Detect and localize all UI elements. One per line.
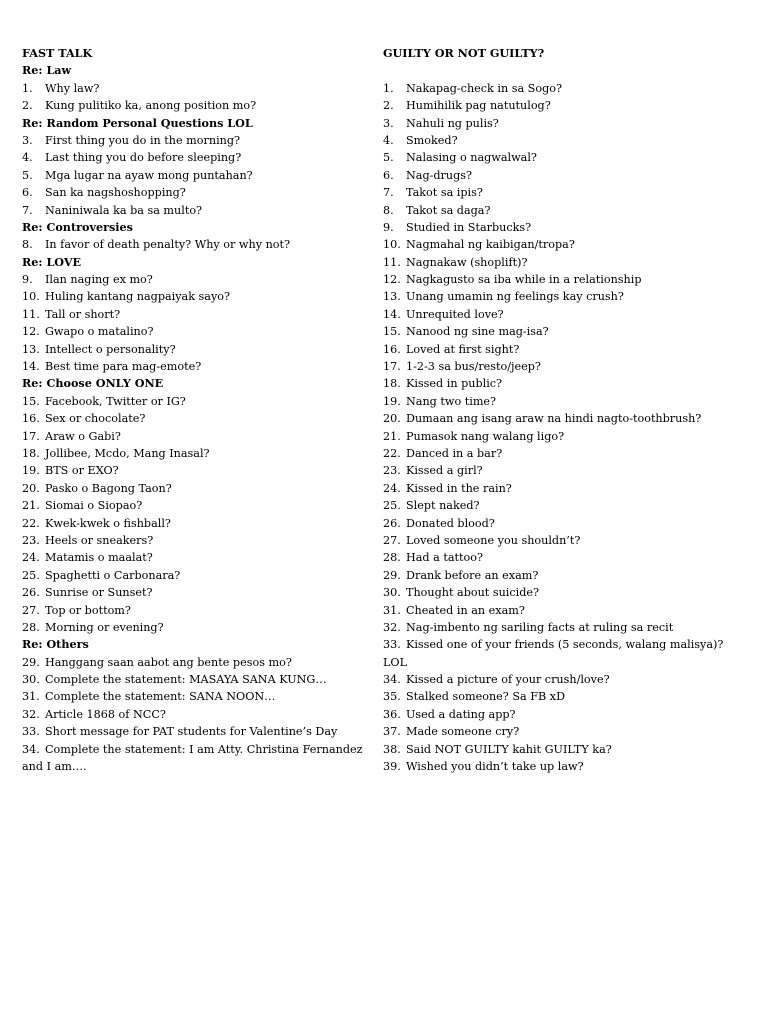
item-number: 10. bbox=[383, 238, 401, 252]
item-number: 12. bbox=[22, 325, 40, 339]
list-item bbox=[22, 584, 362, 601]
list-item bbox=[383, 132, 743, 149]
item-text: Nakapag-check in sa Sogo? bbox=[406, 81, 562, 95]
item-number: 32. bbox=[22, 707, 40, 721]
item-text: Best time para mag-emote? bbox=[45, 360, 202, 374]
item-number: 28. bbox=[383, 551, 401, 565]
item-number: 16. bbox=[383, 342, 401, 356]
item-number: 18. bbox=[383, 377, 401, 391]
item-text: Gwapo o matalino? bbox=[45, 325, 154, 339]
item-number: 9. bbox=[383, 220, 394, 234]
item-number: 20. bbox=[22, 481, 40, 495]
item-number: 11. bbox=[383, 255, 401, 269]
item-number: 27. bbox=[22, 603, 40, 617]
item-text: Unang umamin ng feelings kay crush? bbox=[406, 290, 624, 304]
list-item bbox=[383, 602, 743, 619]
item-text: Huling kantang nagpaiyak sayo? bbox=[45, 290, 231, 304]
list-item bbox=[383, 97, 743, 114]
item-number: 16. bbox=[22, 412, 40, 426]
item-text: Why law? bbox=[45, 81, 100, 95]
item-number: 34. bbox=[22, 742, 40, 756]
item-number: 7. bbox=[22, 203, 33, 217]
item-text: Had a tattoo? bbox=[406, 551, 483, 565]
item-text: Article 1868 of NCC? bbox=[45, 707, 166, 721]
item-number: 29. bbox=[383, 568, 401, 582]
item-text: Thought about suicide? bbox=[406, 586, 539, 600]
list-item bbox=[383, 584, 743, 601]
list-item bbox=[22, 706, 362, 723]
item-number: 4. bbox=[383, 133, 394, 147]
item-number: 30. bbox=[22, 673, 40, 687]
list-item bbox=[383, 497, 743, 514]
item-number: 36. bbox=[383, 707, 401, 721]
guilty-column bbox=[383, 45, 743, 775]
item-text: Last thing you do before sleeping? bbox=[45, 151, 242, 165]
item-text: Made someone cry? bbox=[406, 725, 520, 739]
item-text: Donated blood? bbox=[406, 516, 495, 530]
list-item bbox=[383, 532, 743, 549]
item-text: Kung pulitiko ka, anong position mo? bbox=[45, 99, 257, 113]
item-text: Nahuli ng pulis? bbox=[406, 116, 499, 130]
item-continuation: LOL bbox=[383, 655, 408, 669]
item-number: 5. bbox=[383, 151, 394, 165]
item-text: Cheated in an exam? bbox=[406, 603, 525, 617]
item-text: Wished you didn’t take up law? bbox=[406, 760, 584, 774]
list-item bbox=[22, 462, 362, 479]
item-text: Kissed a picture of your crush/love? bbox=[406, 673, 610, 687]
item-number: 19. bbox=[22, 464, 40, 478]
item-text: Smoked? bbox=[406, 133, 458, 147]
item-number: 22. bbox=[383, 446, 401, 460]
item-number: 31. bbox=[22, 690, 40, 704]
section-heading: Re: Law bbox=[22, 63, 72, 78]
section-heading: Re: Random Personal Questions LOL bbox=[22, 115, 253, 130]
item-continuation: and I am…. bbox=[22, 760, 87, 774]
list-item bbox=[383, 306, 743, 323]
item-number: 22. bbox=[22, 516, 40, 530]
item-text: Loved someone you shouldn’t? bbox=[406, 533, 581, 547]
item-text: Pumasok nang walang ligo? bbox=[406, 429, 565, 443]
item-number: 23. bbox=[383, 464, 401, 478]
item-text: Jollibee, Mcdo, Mang Inasal? bbox=[45, 446, 210, 460]
item-number: 15. bbox=[22, 394, 40, 408]
section-heading: Re: Others bbox=[22, 637, 89, 652]
list-item bbox=[383, 358, 743, 375]
list-item bbox=[383, 515, 743, 532]
list-item bbox=[22, 515, 362, 532]
item-number: 23. bbox=[22, 533, 40, 547]
item-number: 17. bbox=[22, 429, 40, 443]
item-text: First thing you do in the morning? bbox=[45, 133, 241, 147]
item-number: 37. bbox=[383, 725, 401, 739]
item-text: Nag-drugs? bbox=[406, 168, 473, 182]
list-item bbox=[22, 428, 362, 445]
item-number: 24. bbox=[383, 481, 401, 495]
list-item bbox=[383, 410, 743, 427]
list-item bbox=[383, 741, 743, 758]
list-item bbox=[383, 462, 743, 479]
list-item bbox=[383, 723, 743, 740]
item-number: 27. bbox=[383, 533, 401, 547]
list-item bbox=[22, 167, 362, 184]
item-text: Takot sa daga? bbox=[406, 203, 491, 217]
item-text: Top or bottom? bbox=[45, 603, 131, 617]
item-text: BTS or EXO? bbox=[45, 464, 119, 478]
list-item bbox=[22, 341, 362, 358]
list-item bbox=[383, 619, 743, 636]
item-number: 39. bbox=[383, 760, 401, 774]
item-number: 6. bbox=[383, 168, 394, 182]
list-item bbox=[383, 323, 743, 340]
list-item bbox=[383, 288, 743, 305]
item-text: Kissed in the rain? bbox=[406, 481, 512, 495]
list-item bbox=[22, 97, 362, 114]
item-text: Heels or sneakers? bbox=[45, 533, 154, 547]
item-number: 1. bbox=[383, 81, 394, 95]
list-item bbox=[22, 723, 362, 740]
list-item bbox=[383, 758, 743, 775]
list-item bbox=[383, 236, 743, 253]
list-item bbox=[22, 671, 362, 688]
item-text: Morning or evening? bbox=[45, 620, 164, 634]
item-number: 17. bbox=[383, 360, 401, 374]
item-text: Tall or short? bbox=[45, 307, 121, 321]
list-item bbox=[22, 132, 362, 149]
list-item bbox=[22, 741, 362, 758]
list-item bbox=[383, 428, 743, 445]
list-item bbox=[383, 184, 743, 201]
item-text: Nalasing o nagwalwal? bbox=[406, 151, 537, 165]
item-number: 38. bbox=[383, 742, 401, 756]
item-text: Kwek-kwek o fishball? bbox=[45, 516, 171, 530]
item-number: 29. bbox=[22, 655, 40, 669]
item-number: 6. bbox=[22, 186, 33, 200]
list-item bbox=[22, 149, 362, 166]
item-text: Nagmahal ng kaibigan/tropa? bbox=[406, 238, 575, 252]
list-item bbox=[383, 167, 743, 184]
list-item bbox=[22, 80, 362, 97]
item-text: Mga lugar na ayaw mong puntahan? bbox=[45, 168, 253, 182]
item-number: 5. bbox=[22, 168, 33, 182]
fast-talk-title: FAST TALK bbox=[22, 46, 93, 60]
item-number: 25. bbox=[383, 499, 401, 513]
item-text: Hanggang saan aabot ang bente pesos mo? bbox=[45, 655, 292, 669]
list-item bbox=[383, 149, 743, 166]
list-item bbox=[22, 549, 362, 566]
item-number: 4. bbox=[22, 151, 33, 165]
item-number: 8. bbox=[383, 203, 394, 217]
item-number: 14. bbox=[22, 360, 40, 374]
list-item bbox=[22, 323, 362, 340]
list-item bbox=[383, 80, 743, 97]
item-text: Complete the statement: SANA NOON… bbox=[45, 690, 276, 704]
item-number: 19. bbox=[383, 394, 401, 408]
item-number: 13. bbox=[22, 342, 40, 356]
item-text: Loved at first sight? bbox=[406, 342, 520, 356]
item-text: 1-2-3 sa bus/resto/jeep? bbox=[406, 360, 541, 374]
item-number: 26. bbox=[383, 516, 401, 530]
item-text: Nag-imbento ng sariling facts at ruling sa recit bbox=[406, 620, 674, 634]
item-number: 3. bbox=[22, 133, 33, 147]
list-item bbox=[383, 375, 743, 392]
item-text: Kissed in public? bbox=[406, 377, 503, 391]
item-number: 32. bbox=[383, 620, 401, 634]
item-number: 8. bbox=[22, 238, 33, 252]
list-item bbox=[22, 271, 362, 288]
list-item bbox=[22, 306, 362, 323]
list-item bbox=[22, 358, 362, 375]
item-text: Said NOT GUILTY kahit GUILTY ka? bbox=[406, 742, 612, 756]
list-item bbox=[383, 271, 743, 288]
spacer-line bbox=[383, 62, 743, 79]
list-item bbox=[22, 288, 362, 305]
fast-talk-list bbox=[22, 62, 362, 775]
item-number: 7. bbox=[383, 186, 394, 200]
list-item bbox=[383, 567, 743, 584]
item-number: 21. bbox=[22, 499, 40, 513]
item-number: 12. bbox=[383, 273, 401, 287]
item-text: Kissed one of your friends (5 seconds, walang malisya)? bbox=[406, 638, 724, 652]
item-number: 1. bbox=[22, 81, 33, 95]
item-text: Dumaan ang isang araw na hindi nagto-toothbrush? bbox=[406, 412, 702, 426]
item-text: Intellect o personality? bbox=[45, 342, 176, 356]
list-item bbox=[22, 410, 362, 427]
list-item bbox=[383, 341, 743, 358]
item-number: 28. bbox=[22, 620, 40, 634]
item-text: Used a dating app? bbox=[406, 707, 516, 721]
list-item bbox=[22, 619, 362, 636]
item-text: San ka nagshoshopping? bbox=[45, 186, 186, 200]
item-number: 30. bbox=[383, 586, 401, 600]
item-number: 10. bbox=[22, 290, 40, 304]
item-text: Humihilik pag natutulog? bbox=[406, 99, 551, 113]
item-number: 33. bbox=[383, 638, 401, 652]
item-number: 3. bbox=[383, 116, 394, 130]
list-item bbox=[383, 480, 743, 497]
item-text: Sunrise or Sunset? bbox=[45, 586, 153, 600]
guilty-list bbox=[383, 80, 743, 776]
list-item bbox=[22, 688, 362, 705]
item-text: Pasko o Bagong Taon? bbox=[45, 481, 172, 495]
item-number: 11. bbox=[22, 307, 40, 321]
list-item bbox=[22, 236, 362, 253]
item-number: 21. bbox=[383, 429, 401, 443]
item-text: Nang two time? bbox=[406, 394, 497, 408]
item-number: 35. bbox=[383, 690, 401, 704]
item-text: Araw o Gabi? bbox=[45, 429, 121, 443]
list-item bbox=[22, 532, 362, 549]
item-number: 25. bbox=[22, 568, 40, 582]
item-text: Complete the statement: I am Atty. Christina Fernandez bbox=[45, 742, 363, 756]
item-text: Ilan naging ex mo? bbox=[45, 273, 153, 287]
item-text: Siomai o Siopao? bbox=[45, 499, 143, 513]
item-text: Matamis o maalat? bbox=[45, 551, 153, 565]
list-item bbox=[383, 671, 743, 688]
list-item bbox=[383, 688, 743, 705]
item-text: Facebook, Twitter or IG? bbox=[45, 394, 186, 408]
item-text: Nagnakaw (shoplift)? bbox=[406, 255, 528, 269]
list-item bbox=[383, 636, 743, 653]
item-text: In favor of death penalty? Why or why not? bbox=[45, 238, 291, 252]
section-heading: Re: Choose ONLY ONE bbox=[22, 376, 164, 391]
list-item bbox=[383, 393, 743, 410]
item-number: 14. bbox=[383, 307, 401, 321]
list-item bbox=[22, 393, 362, 410]
item-number: 31. bbox=[383, 603, 401, 617]
item-text: Short message for PAT students for Valentine’s Day bbox=[45, 725, 338, 739]
list-item bbox=[22, 202, 362, 219]
item-number: 20. bbox=[383, 412, 401, 426]
item-number: 9. bbox=[22, 273, 33, 287]
guilty-title: GUILTY OR NOT GUILTY? bbox=[383, 46, 545, 60]
list-item bbox=[22, 602, 362, 619]
list-item bbox=[383, 706, 743, 723]
list-item bbox=[22, 567, 362, 584]
item-number: 18. bbox=[22, 446, 40, 460]
item-number: 34. bbox=[383, 673, 401, 687]
item-text: Studied in Starbucks? bbox=[406, 220, 532, 234]
item-text: Spaghetti o Carbonara? bbox=[45, 568, 181, 582]
item-text: Kissed a girl? bbox=[406, 464, 483, 478]
fast-talk-column bbox=[22, 45, 362, 775]
item-number: 15. bbox=[383, 325, 401, 339]
item-text: Sex or chocolate? bbox=[45, 412, 146, 426]
item-number: 2. bbox=[22, 99, 33, 113]
section-heading: Re: Controversies bbox=[22, 219, 133, 234]
item-text: Naniniwala ka ba sa multo? bbox=[45, 203, 203, 217]
list-item bbox=[22, 497, 362, 514]
list-item bbox=[22, 654, 362, 671]
list-item bbox=[383, 254, 743, 271]
item-text: Unrequited love? bbox=[406, 307, 504, 321]
item-text: Drank before an exam? bbox=[406, 568, 539, 582]
item-number: 2. bbox=[383, 99, 394, 113]
item-text: Nagkagusto sa iba while in a relationship bbox=[406, 273, 642, 287]
item-text: Stalked someone? Sa FB xD bbox=[406, 690, 566, 704]
list-item bbox=[22, 480, 362, 497]
item-number: 33. bbox=[22, 725, 40, 739]
section-heading: Re: LOVE bbox=[22, 254, 82, 269]
list-item bbox=[22, 184, 362, 201]
item-number: 13. bbox=[383, 290, 401, 304]
item-text: Takot sa ipis? bbox=[406, 186, 483, 200]
list-item bbox=[22, 445, 362, 462]
item-text: Danced in a bar? bbox=[406, 446, 503, 460]
item-number: 26. bbox=[22, 586, 40, 600]
list-item bbox=[383, 219, 743, 236]
list-item bbox=[383, 202, 743, 219]
item-text: Slept naked? bbox=[406, 499, 480, 513]
list-item bbox=[383, 445, 743, 462]
item-text: Nanood ng sine mag-isa? bbox=[406, 325, 549, 339]
item-text: Complete the statement: MASAYA SANA KUNG… bbox=[45, 673, 327, 687]
list-item bbox=[383, 549, 743, 566]
list-item bbox=[383, 115, 743, 132]
item-number: 24. bbox=[22, 551, 40, 565]
